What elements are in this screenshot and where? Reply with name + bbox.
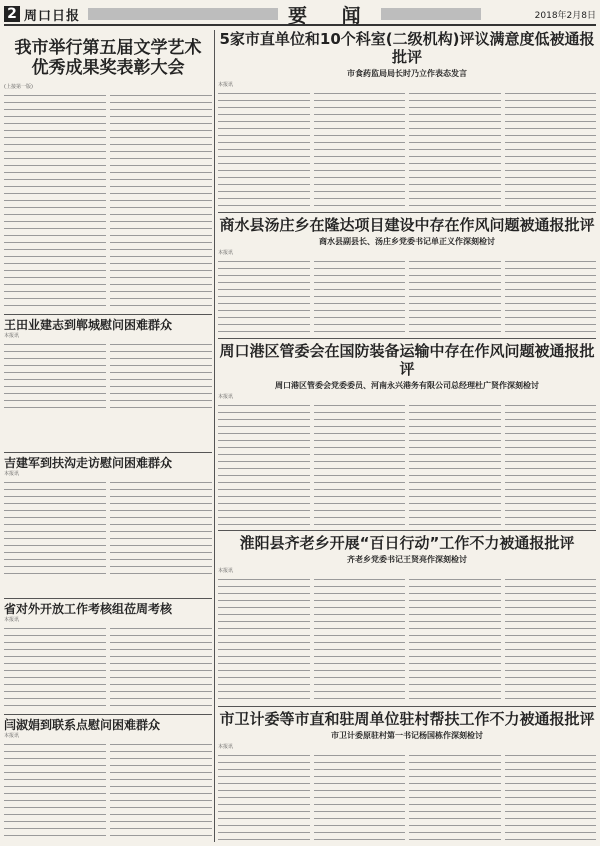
main-article-2-lead: 本报讯 <box>218 250 234 256</box>
main-article-1-lead: 本报讯 <box>218 82 234 88</box>
left-item-1 <box>4 318 212 408</box>
main-article-3 <box>218 342 596 528</box>
top-story-headline: 我市举行第五届文学艺术优秀成果奖表彰大会 <box>14 38 202 79</box>
page-number: 2 <box>4 6 20 22</box>
top-story <box>4 30 212 310</box>
section-title: 要 闻 <box>288 4 375 27</box>
masthead-bar <box>88 8 278 20</box>
main-article-5-subhead: 市卫计委原驻村第一书记杨国栋作深刻检讨 <box>331 731 483 740</box>
issue-date: 2018年2月8日 <box>534 10 596 21</box>
left-item-3 <box>4 602 212 712</box>
left-item-4 <box>4 718 212 842</box>
main-article-4 <box>218 534 596 704</box>
left-item-2-lead: 本报讯 <box>4 471 20 478</box>
left-item-2 <box>4 456 212 576</box>
top-story-kicker: (上接第一版) <box>4 83 33 90</box>
left-item-3-headline: 省对外开放工作考核组莅周考核 <box>4 602 173 616</box>
main-article-2-subhead: 商水县副县长、汤庄乡党委书记单正义作深刻检讨 <box>319 237 495 246</box>
main-article-1-subhead: 市食药监局局长时乃立作表态发言 <box>347 69 467 78</box>
left-item-3-lead: 本报讯 <box>4 617 20 624</box>
main-article-5-lead: 本报讯 <box>218 744 234 750</box>
main-article-4-subhead: 齐老乡党委书记王贤亮作深刻检讨 <box>347 555 467 564</box>
left-item-1-lead: 本报讯 <box>4 333 20 340</box>
left-item-1-headline: 王田业建志到郸城慰问困难群众 <box>4 318 173 332</box>
left-item-4-headline: 闫淑娟到联系点慰问困难群众 <box>4 718 161 732</box>
main-article-3-subhead: 周口港区管委会党委委员、河南永兴港务有限公司总经理杜广贤作深刻检讨 <box>275 381 539 390</box>
main-article-4-lead: 本报讯 <box>218 568 234 574</box>
main-article-5-headline: 市卫计委等市直和驻周单位驻村帮扶工作不力被通报批评 <box>219 710 595 728</box>
masthead <box>4 4 596 26</box>
main-article-1 <box>218 30 596 210</box>
paper-name: 周口日报 <box>24 8 81 24</box>
main-article-4-headline: 淮阳县齐老乡开展“百日行动”工作不力被通报批评 <box>239 534 575 552</box>
main-article-3-headline: 周口港区管委会在国防装备运输中存在作风问题被通报批评 <box>219 342 595 378</box>
top-story-body <box>4 92 212 310</box>
masthead-bar-right <box>381 8 481 20</box>
main-article-2-headline: 商水县汤庄乡在隆达项目建设中存在作风问题被通报批评 <box>219 216 595 234</box>
main-article-1-headline: 5家市直单位和10个科室(二级机构)评议满意度低被通报批评 <box>219 30 595 66</box>
main-article-5 <box>218 710 596 842</box>
left-item-2-headline: 吉建军到扶沟走访慰问困难群众 <box>4 456 173 470</box>
main-article-2 <box>218 216 596 336</box>
main-article-3-lead: 本报讯 <box>218 394 234 400</box>
left-item-4-lead: 本报讯 <box>4 733 20 740</box>
